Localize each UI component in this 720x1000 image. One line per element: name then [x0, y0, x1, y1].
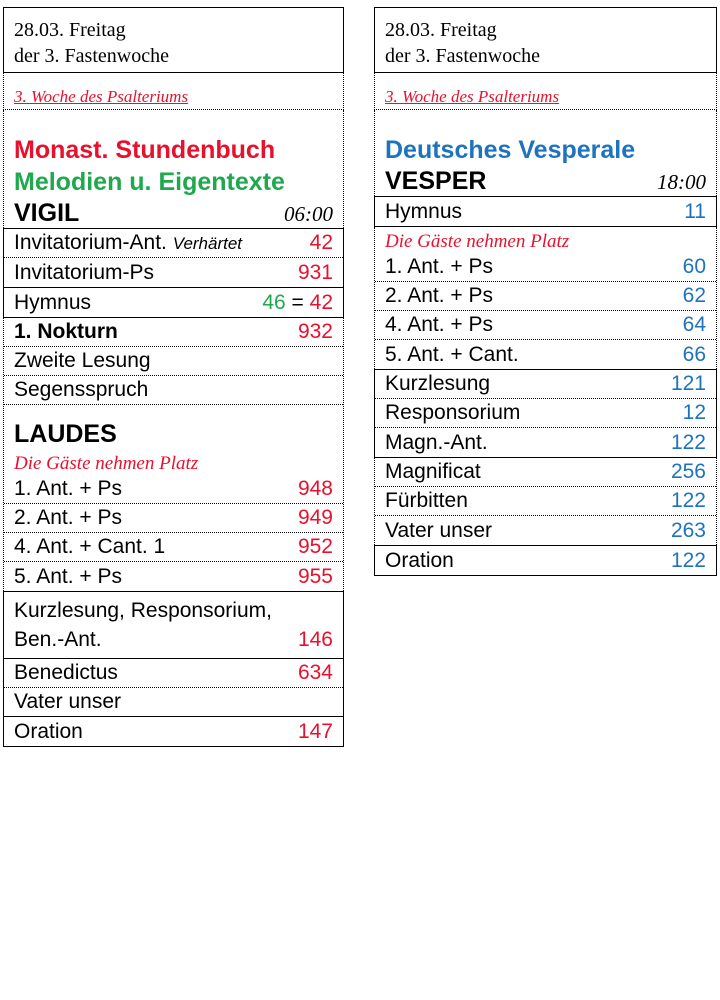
guest-note: Die Gäste nehmen Platz [14, 453, 199, 474]
list-item [4, 347, 343, 376]
item-label: Responsorium [385, 401, 521, 424]
list-item [4, 533, 343, 562]
week-box [3, 73, 344, 110]
vigil-header [14, 198, 343, 228]
week-box [374, 73, 717, 110]
list-item [4, 258, 343, 287]
list-item [4, 592, 343, 659]
vigil-title: VIGIL [14, 199, 80, 227]
list-item [375, 458, 716, 487]
vesper-title: VESPER [385, 167, 487, 195]
item-label: Oration [14, 719, 83, 743]
hymnus-block [374, 196, 717, 227]
vesper-time: 18:00 [657, 170, 706, 194]
page-number: 634 [297, 661, 333, 684]
page-number: 146 [297, 628, 333, 651]
list-item [4, 504, 343, 533]
date-line: 28.03. Freitag [385, 19, 497, 41]
item-label: Oration [385, 548, 454, 572]
list-item [4, 562, 343, 591]
page-number: 60 [682, 255, 706, 278]
page-number: 64 [682, 313, 706, 336]
item-label: Hymnus [385, 199, 463, 223]
item-label: Vater unser [385, 518, 492, 542]
list-item [375, 516, 716, 545]
item-label: 5. Ant. + Cant. [385, 342, 519, 366]
date-line: 28.03. Freitag [14, 19, 126, 41]
item-label: 4. Ant. + Ps [385, 313, 493, 336]
right-column [374, 7, 717, 576]
item-label: 4. Ant. + Cant. 1 [14, 535, 166, 558]
item-label: 5. Ant. + Ps [14, 564, 122, 588]
laudes-title: LAUDES [14, 420, 117, 448]
page-number: 122 [670, 489, 706, 512]
item-label: Magn.-Ant. [385, 430, 488, 454]
list-item [375, 340, 716, 369]
page-number: 955 [297, 564, 333, 588]
oration-block [374, 545, 717, 576]
list-item [375, 311, 716, 340]
psalms-block [374, 227, 717, 369]
week-of-lent: der 3. Fastenwoche [385, 45, 540, 67]
page-number: 952 [297, 535, 333, 558]
list-item [375, 546, 716, 575]
hours-header [374, 110, 717, 196]
psalter-week: 3. Woche des Psalteriums [385, 87, 560, 106]
list-item [4, 659, 343, 688]
item-label: 1. Ant. + Ps [385, 255, 493, 278]
item-label: 2. Ant. + Ps [14, 506, 122, 529]
vigil-block-1 [3, 228, 344, 288]
page-number: 66 [682, 342, 706, 366]
vigil-hymnus-block [3, 288, 344, 318]
book-subtitle: Melodien u. Eigentexte [14, 168, 285, 196]
book-title: Monast. Stundenbuch [14, 136, 276, 164]
list-item [375, 370, 716, 399]
item-label: Invitatorium-Ant. [14, 231, 167, 254]
item-label: Zweite Lesung [14, 349, 151, 372]
item-label: Vater unser [14, 690, 121, 713]
list-item [375, 253, 716, 282]
page-number: 12 [682, 401, 706, 424]
equals-sign: = [291, 290, 304, 314]
laudes-block [3, 591, 344, 747]
page-number: 932 [297, 320, 333, 343]
list-item [4, 376, 343, 405]
list-item [375, 282, 716, 311]
page-number-green: 46 [262, 290, 286, 314]
list-item [375, 399, 716, 428]
page-number: 42 [309, 231, 333, 254]
page-number: 62 [682, 284, 706, 307]
closing-block [374, 458, 717, 545]
page-number: 121 [670, 372, 706, 395]
item-label: Ben.-Ant. [14, 628, 102, 651]
page-number: 147 [297, 719, 333, 743]
left-column [3, 7, 344, 747]
item-label: Benedictus [14, 661, 118, 684]
list-item [4, 717, 343, 746]
item-label: Hymnus [14, 290, 92, 314]
list-item [4, 475, 343, 504]
page-number: 263 [670, 518, 706, 542]
list-item [375, 197, 716, 226]
item-label: Invitatorium-Ps [14, 260, 155, 284]
page-number: 931 [297, 260, 333, 284]
list-item [375, 487, 716, 516]
date-box [3, 7, 344, 73]
list-item [4, 229, 343, 258]
item-label: Segensspruch [14, 378, 149, 401]
item-label: Kurzlesung [385, 372, 491, 395]
reading-block [374, 369, 717, 458]
page-number: 948 [297, 477, 333, 500]
vigil-time: 06:00 [284, 202, 333, 226]
item-label: Magnificat [385, 460, 481, 483]
vesper-header [385, 166, 716, 196]
page-number: 256 [670, 460, 706, 483]
week-of-lent: der 3. Fastenwoche [14, 45, 169, 67]
page-number: 11 [684, 199, 706, 223]
vigil-block-2 [3, 318, 344, 591]
book-title: Deutsches Vesperale [385, 136, 636, 164]
page-number: 42 [309, 290, 333, 314]
page-number: 122 [670, 548, 706, 572]
list-item [4, 688, 343, 717]
list-item [375, 428, 716, 457]
page-number: 122 [670, 430, 706, 454]
item-label: 1. Nokturn [14, 320, 118, 343]
item-label: 2. Ant. + Ps [385, 284, 493, 307]
guest-note: Die Gäste nehmen Platz [385, 231, 570, 252]
psalter-week: 3. Woche des Psalteriums [14, 87, 189, 106]
item-label: Kurzlesung, Responsorium, [14, 599, 272, 622]
list-item [4, 318, 343, 347]
page-number: 949 [297, 506, 333, 529]
item-note: Verhärtet [172, 234, 243, 253]
item-label: 1. Ant. + Ps [14, 477, 122, 500]
hours-header [3, 110, 344, 228]
date-box [374, 7, 717, 73]
item-label: Fürbitten [385, 489, 468, 512]
list-item [4, 288, 343, 317]
